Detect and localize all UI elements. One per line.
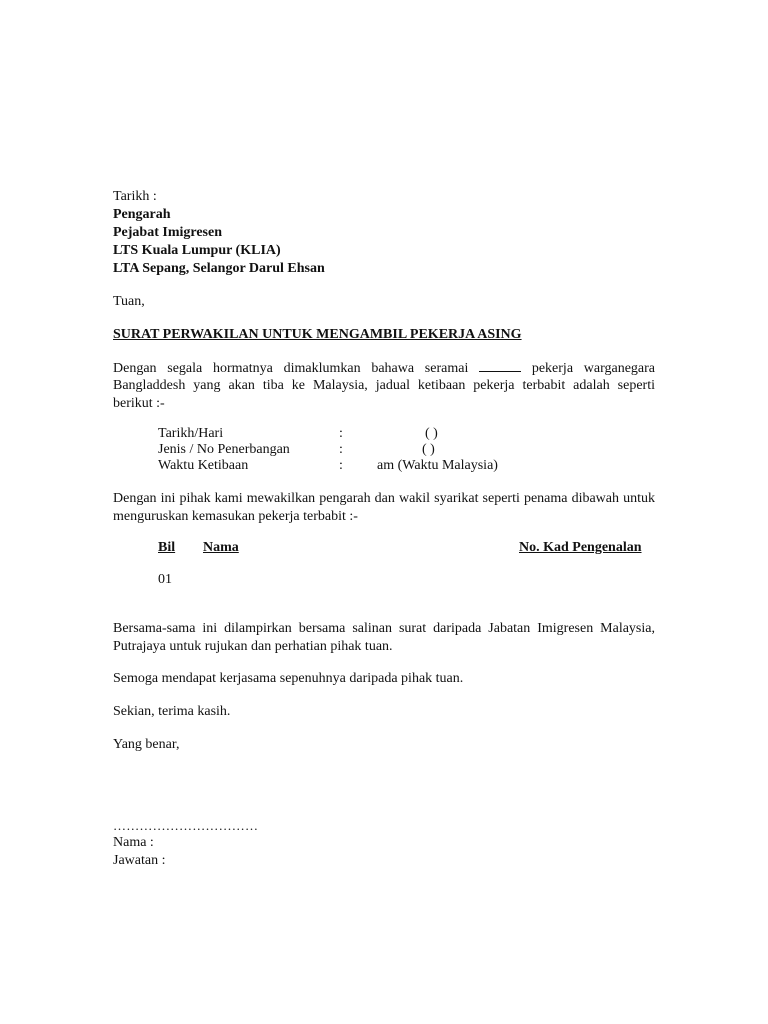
para2-line-2: menguruskan kemasukan pekerja terbabit :- bbox=[113, 509, 358, 524]
para3-line-1: Bersama-sama ini dilampirkan bersama salinan surat daripada Jabatan Imigresen Malaysia, bbox=[113, 621, 655, 636]
closing: Yang benar, bbox=[113, 737, 180, 752]
salutation: Tuan, bbox=[113, 294, 145, 309]
date-label: Tarikh : bbox=[113, 189, 157, 204]
table-header-ic: No. Kad Pengenalan bbox=[519, 540, 642, 555]
para4: Semoga mendapat kerjasama sepenuhnya daripada pihak tuan. bbox=[113, 671, 464, 686]
schedule-colon-date: : bbox=[339, 426, 343, 441]
schedule-label-flight: Jenis / No Penerbangan bbox=[158, 442, 290, 457]
para2-line-1: Dengan ini pihak kami mewakilkan pengarah dan wakil syarikat seperti penama dibawah untuk bbox=[113, 491, 655, 506]
para3-line-2: Putrajaya untuk rujukan dan perhatian pihak tuan. bbox=[113, 639, 393, 654]
schedule-value-time: am (Waktu Malaysia) bbox=[377, 458, 498, 473]
schedule-colon-flight: : bbox=[339, 442, 343, 457]
para1-line-1-post: pekerja warganegara bbox=[531, 361, 656, 376]
recipient-line-2: Pejabat Imigresen bbox=[113, 225, 222, 240]
schedule-colon-time: : bbox=[339, 458, 343, 473]
schedule-value-date: ( ) bbox=[425, 426, 438, 441]
schedule-label-time: Waktu Ketibaan bbox=[158, 458, 249, 473]
worker-count-blank bbox=[479, 359, 521, 372]
table-header-bil: Bil bbox=[158, 540, 176, 555]
subject-heading: SURAT PERWAKILAN UNTUK MENGAMBIL PEKERJA ASING bbox=[113, 327, 522, 342]
para1-line-1-pre: Dengan segala hormatnya dimaklumkan bahawa seramai bbox=[113, 361, 469, 376]
table-header-nama: Nama bbox=[203, 540, 239, 555]
para1-line-2: Bangladdesh yang akan tiba ke Malaysia, jadual ketibaan pekerja terbabit adalah seperti bbox=[113, 378, 655, 393]
recipient-line-1: Pengarah bbox=[113, 207, 171, 222]
para1-line-1 bbox=[113, 359, 655, 378]
para5: Sekian, terima kasih. bbox=[113, 704, 231, 719]
signature-position-label: Jawatan : bbox=[113, 853, 166, 868]
signature-name-label: Nama : bbox=[113, 835, 154, 850]
recipient-line-4: LTA Sepang, Selangor Darul Ehsan bbox=[113, 261, 325, 276]
table-row-1-bil: 01 bbox=[158, 572, 172, 587]
schedule-label-date: Tarikh/Hari bbox=[158, 426, 224, 441]
para1-line-3: berikut :- bbox=[113, 396, 165, 411]
recipient-line-3: LTS Kuala Lumpur (KLIA) bbox=[113, 243, 281, 258]
signature-line: …………………………… bbox=[113, 818, 259, 833]
schedule-value-flight: ( ) bbox=[422, 442, 435, 457]
